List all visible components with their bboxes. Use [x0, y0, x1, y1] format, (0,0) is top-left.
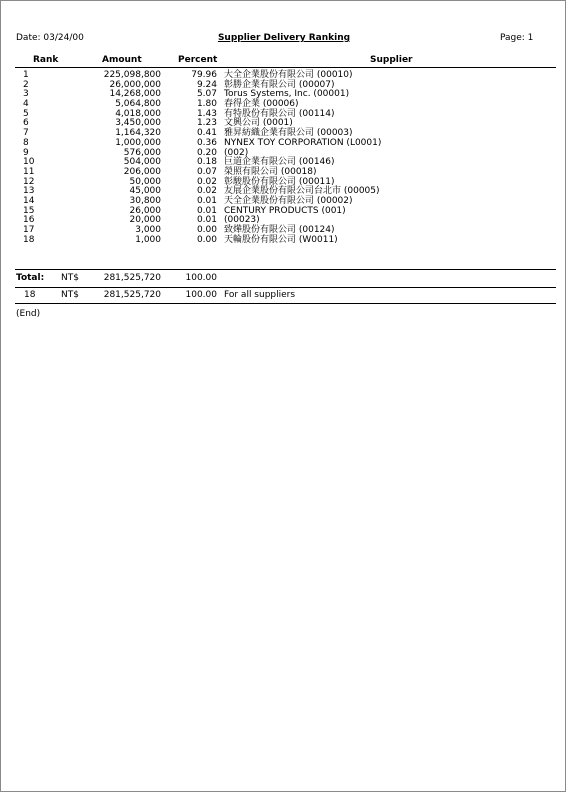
- percent-cell: 0.02: [196, 186, 217, 197]
- supplier-cell: NYNEX TOY CORPORATION (L0001): [224, 137, 382, 148]
- percent-cell: 0.36: [196, 137, 217, 148]
- rank-cell: 8: [23, 137, 29, 148]
- column-header-percent: Percent: [178, 55, 218, 65]
- supplier-cell: 榮照有限公司 (00018): [224, 166, 317, 177]
- percent-cell: 0.01: [196, 195, 217, 206]
- amount-cell: 206,000: [123, 166, 161, 177]
- table-row: [1, 139, 566, 149]
- rank-cell: 7: [23, 128, 29, 139]
- rank-cell: 4: [23, 99, 29, 110]
- percent-cell: 0.01: [196, 205, 217, 216]
- rank-cell: 6: [23, 118, 29, 129]
- supplier-cell: CENTURY PRODUCTS (001): [224, 205, 346, 216]
- total-row: [1, 272, 566, 284]
- percent-cell: 9.24: [196, 79, 217, 90]
- percent-cell: 0.00: [196, 225, 217, 235]
- rank-cell: 18: [23, 234, 35, 245]
- rank-cell: 16: [23, 215, 35, 226]
- supplier-cell: 致燁股份有限公司 (00124): [224, 225, 335, 235]
- percent-cell: 0.01: [196, 215, 217, 226]
- supplier-cell: 天輪股份有限公司 (W0011): [224, 234, 338, 245]
- column-header-rank: Rank: [33, 55, 59, 65]
- supplier-cell: Torus Systems, Inc. (00001): [224, 89, 350, 100]
- amount-cell: 576,000: [123, 147, 161, 158]
- column-header-amount: Amount: [102, 55, 142, 65]
- amount-cell: 1,000: [135, 234, 161, 245]
- percent-cell: 0.18: [196, 157, 217, 168]
- page-number: Page: 1: [500, 33, 534, 43]
- amount-cell: 14,268,000: [109, 89, 161, 100]
- rank-cell: 2: [23, 79, 29, 90]
- amount-cell: 45,000: [129, 186, 161, 197]
- supplier-cell: 巨道企業有限公司 (00146): [224, 157, 335, 168]
- rank-cell: 15: [23, 205, 35, 216]
- rank-cell: 12: [23, 176, 35, 187]
- summary-divider-top: [15, 287, 556, 288]
- percent-cell: 0.41: [196, 128, 217, 139]
- rank-cell: 9: [23, 147, 29, 158]
- summary-percent: 100.00: [185, 290, 217, 300]
- rank-cell: 3: [23, 89, 29, 100]
- summary-note: For all suppliers: [224, 290, 296, 300]
- total-currency: NT$: [61, 273, 79, 283]
- amount-cell: 225,098,800: [103, 70, 161, 80]
- summary-count: 18: [24, 290, 36, 300]
- percent-cell: 79.96: [191, 70, 217, 80]
- percent-cell: 1.43: [196, 108, 217, 119]
- end-marker: (End): [16, 309, 41, 319]
- supplier-cell: 友展企業股份有限公司台北市 (00005): [224, 186, 380, 197]
- amount-cell: 3,000: [135, 225, 161, 235]
- supplier-cell: 春得企業 (00006): [224, 99, 299, 110]
- amount-cell: 1,000,000: [115, 137, 161, 148]
- summary-divider-bottom: [15, 303, 556, 304]
- rank-cell: 1: [23, 70, 29, 80]
- amount-cell: 30,800: [129, 195, 161, 206]
- amount-cell: 5,064,800: [115, 99, 161, 110]
- supplier-cell: 大全企業股份有限公司 (00010): [224, 70, 353, 80]
- total-divider: [15, 269, 556, 270]
- report-title: Supplier Delivery Ranking: [217, 33, 351, 43]
- rank-cell: 14: [23, 195, 35, 206]
- amount-cell: 504,000: [123, 157, 161, 168]
- amount-cell: 50,000: [129, 176, 161, 187]
- amount-cell: 26,000,000: [109, 79, 161, 90]
- percent-cell: 0.20: [196, 147, 217, 158]
- percent-cell: 0.07: [196, 166, 217, 177]
- supplier-cell: 彰駿股份有限公司 (00011): [224, 176, 335, 187]
- report-date: Date: 03/24/00: [16, 33, 84, 43]
- rank-cell: 11: [23, 166, 35, 177]
- ranking-table-body: [1, 71, 566, 245]
- summary-currency: NT$: [61, 290, 79, 300]
- supplier-cell: 文興公司 (0001): [224, 118, 293, 129]
- amount-cell: 20,000: [129, 215, 161, 226]
- amount-cell: 3,450,000: [115, 118, 161, 129]
- rank-cell: 10: [23, 157, 35, 168]
- summary-row: [1, 289, 566, 301]
- total-amount: 281,525,720: [103, 273, 161, 283]
- percent-cell: 0.02: [196, 176, 217, 187]
- total-label: Total:: [16, 273, 45, 283]
- supplier-cell: 彰勝企業有限公司 (00007): [224, 79, 335, 90]
- amount-cell: 26,000: [129, 205, 161, 216]
- percent-cell: 0.00: [196, 234, 217, 245]
- supplier-cell: (00023): [224, 215, 260, 226]
- supplier-cell: 雅昇紡織企業有限公司 (00003): [224, 128, 353, 139]
- supplier-cell: 有特股份有限公司 (00114): [224, 108, 335, 119]
- table-row: [1, 236, 566, 246]
- header-divider: [15, 67, 556, 68]
- table-row: [1, 207, 566, 217]
- percent-cell: 1.23: [196, 118, 217, 129]
- total-percent: 100.00: [185, 273, 217, 283]
- column-header-supplier: Supplier: [370, 55, 413, 65]
- supplier-cell: (002): [224, 147, 249, 158]
- supplier-cell: 天全企業股份有限公司 (00002): [224, 195, 353, 206]
- amount-cell: 4,018,000: [115, 108, 161, 119]
- rank-cell: 5: [23, 108, 29, 119]
- percent-cell: 5.07: [196, 89, 217, 100]
- percent-cell: 1.80: [196, 99, 217, 110]
- rank-cell: 13: [23, 186, 35, 197]
- amount-cell: 1,164,320: [115, 128, 161, 139]
- summary-amount: 281,525,720: [103, 290, 161, 300]
- rank-cell: 17: [23, 225, 35, 235]
